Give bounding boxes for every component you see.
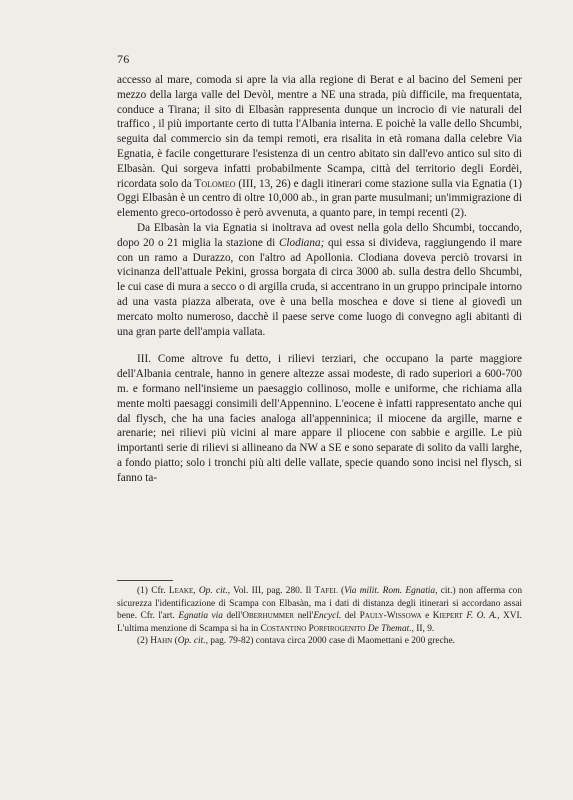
text-segment: dell' [222,611,243,622]
text-segment: Tafel [314,586,338,596]
text-segment: e [421,611,433,622]
text-segment: De Themat. [367,623,412,634]
text-segment: Da Elbasàn la via Egnatia si inoltrava ad ovest nella gola dello Shcumbi, toccando, dopo 20 o 21 miglia la stazione di [117,221,522,249]
text-segment: qui essa si divideva, raggiungendo il mare con un ramo a Durazzo, con l'altro ad Apollonia. Clodiana doveva perciò trovarsi in vicinanza dell'attuale Pekini, grossa borgata di circa 3000 ab. sulla destra dello Shcumbi, le cui case di mura a secco o di argilla cruda, si accentrano in un gruppo principale intorno ad una vasta piazza alberata, ove è una bella moschea e dove si tiene al giovedì un mercato molto numeroso, dacchè il paese serve come luogo di convegno agli abitanti di una gran parte dell'ampia vallata. [117,236,522,338]
text-segment: Pauly-Wissowa [359,611,422,622]
text-segment: ( [337,586,345,596]
text-segment: F. O. A. [466,611,498,622]
text-segment: cit.) non afferma con sicurezza l'identificazione di Scampa con Elbasàn, ma i dati di distanza degli itinerari si accordano assai bene. Cfr. l'art. [117,586,523,622]
text-segment: Op. cit. [198,586,228,596]
text-segment: Egnatia via [178,611,223,622]
text-segment: Oberhummer [242,611,295,622]
text-segment: nell' [294,611,314,622]
text-segment: Via milit. Rom. Egnatia, [344,586,438,596]
text-segment: Kiepert [432,611,463,622]
page-number: 76 [117,52,130,66]
footnotes [117,585,522,648]
text-segment: Clodiana; [278,236,325,249]
text-segment: Encycl. [313,611,342,622]
text-segment: Tolomeo [194,177,236,190]
text-segment: , Vol. III, pag. 280. Il [227,586,315,596]
text-segment: (1) Cfr. [137,586,169,596]
text-segment: Leake [168,586,194,596]
text-segment: Costantino Porfirogenito [260,623,366,634]
text-segment: Op. cit. [177,636,206,647]
paragraph [117,73,522,221]
text-segment: , II, 9. [411,623,435,634]
paragraph [117,221,522,339]
footnote-divider [117,580,173,581]
text-segment: ( [172,636,178,647]
text-segment: (2) [137,636,151,647]
text-segment: del [341,611,360,622]
text-segment: , XVI. L'ultima menzione di Scampa si ha in [117,611,522,634]
text-segment: (III, 13, 26) e dagli itinerari come stazione sulla via Egnatia (1) Oggi Elbasàn è un centro di oltre 10,000 ab., in gran parte musulmani; un'immigrazione di elemento greco-ortodosso è però avvenuta, a quanto pare, in tempi recenti (2). [117,177,522,220]
text-segment: Hahn [150,636,173,647]
footnote [117,635,522,648]
footnote [117,585,522,635]
paragraph [117,352,522,485]
text-segment: III. Come altrove fu detto, i rilievi terziari, che occupano la parte maggiore dell'Albania centrale, hanno in genere altezze assai modeste, di rado superiori a 600-700 m. e formano nell'insieme un paesaggio collinoso, molle e uniforme, che richiama alla mente molti paesaggi consimili dell'Appennino. L'eocene è infatti rappresentato anche qui dal flysch, che ha una facies analoga all'appenninica; il miocene da argille, marne e arenarie; nei rilievi più vicini al mare appare il pliocene con sabbie e argille. Le più importanti serie di rilievi si allineano da NW a SE e sono separate di solito da valli larghe, a fondo piatto; solo i tronchi più alti delle vallate, specie quando sono incisi nel flysch, si fanno ta- [117,353,522,484]
body-text [117,73,522,486]
text-segment: , [193,586,199,596]
text-segment: , pag. 79-82) contava circa 2000 case di Maomettani e 200 greche. [205,636,455,647]
text-segment: accesso al mare, comoda si apre la via alla regione di Berat e al bacino del Semeni per mezzo della larga valle del Devòl, mentre a NE una strada, più difficile, ma frequentata, conduce a Tirana; il sito di Elbasàn rappresenta dunque un incrocio di vie naturali del traffico , il più importante certo di tutta l'Albania interna. E poichè la valle dello Shcumbi, seguita dal commercio sin da tempi remoti, era risalita in età romana dalla celebre Via Egnatia, è facile congetturare l'esistenza di un centro abitato sin dall'evo antico sul sito di Elbasàn. Qui sorgeva infatti probabilmente Scampa, città del territorio degli Eordèi, ricordata solo da [117,74,522,190]
